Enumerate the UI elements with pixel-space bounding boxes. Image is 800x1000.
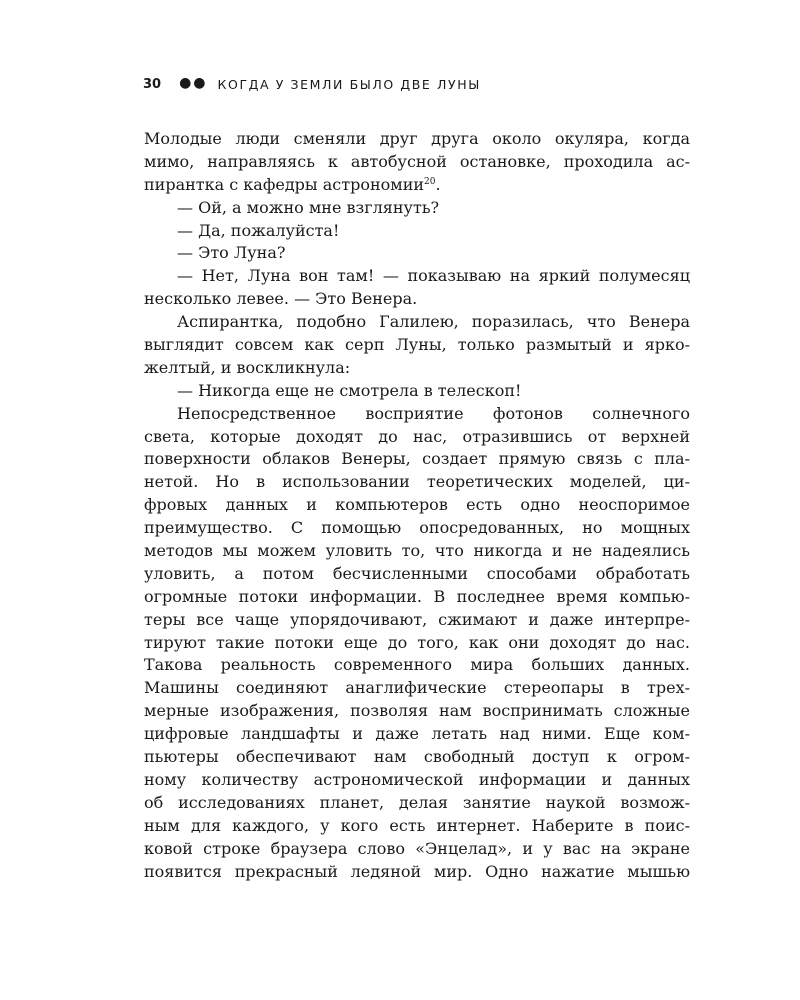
line-text: — Да, пожалуйста! xyxy=(177,220,340,240)
line-text: ковой строке браузера слово «Энцелад», и у вас на экране xyxy=(144,838,690,858)
line-text: — Ой, а можно мне взглянуть? xyxy=(177,197,440,217)
text-line xyxy=(144,632,690,655)
line-text: выглядит совсем как серп Луны, только размытый и ярко- xyxy=(144,335,690,355)
running-header xyxy=(143,76,481,92)
text-line xyxy=(144,494,690,517)
line-text: огромные потоки информации. В последнее время компью- xyxy=(144,586,690,606)
line-text: — Это Луна? xyxy=(177,243,286,263)
text-line xyxy=(144,540,690,563)
line-text: фровых данных и компьютеров есть одно неоспоримое xyxy=(144,495,690,515)
text-line xyxy=(144,723,690,746)
text-line xyxy=(144,769,690,792)
text-line xyxy=(144,677,690,700)
line-text: света, которые доходят до нас, отразившись от верхней xyxy=(144,426,690,446)
text-line xyxy=(144,815,690,838)
text-line xyxy=(144,403,690,426)
text-line xyxy=(144,746,690,769)
line-text: Молодые люди сменяли друг друга около окуляра, когда xyxy=(144,129,690,148)
text-line xyxy=(144,700,690,723)
line-text: Непосредственное восприятие фотонов солнечного xyxy=(177,403,690,423)
footnote-ref[interactable]: 20 xyxy=(424,176,436,187)
line-trailing-punct: . xyxy=(435,174,441,194)
running-title: КОГДА У ЗЕМЛИ БЫЛО ДВЕ ЛУНЫ xyxy=(217,76,481,92)
line-text: пирантка с кафедры астрономии xyxy=(144,174,425,194)
text-line xyxy=(144,380,690,403)
text-line xyxy=(144,471,690,494)
text-line xyxy=(144,586,690,609)
text-line xyxy=(144,174,690,197)
line-text: уловить, а потом бесчисленными способами обработать xyxy=(144,563,690,583)
text-line xyxy=(144,563,690,586)
line-text: методов мы можем уловить то, что никогда и не надеялись xyxy=(144,541,690,561)
line-text: ным для каждого, у кого есть интернет. Наберите в поис- xyxy=(144,815,690,835)
text-line xyxy=(144,197,690,220)
line-text: — Никогда еще не смотрела в телескоп! xyxy=(177,380,522,400)
text-line xyxy=(144,517,690,540)
line-text: поверхности облаков Венеры, создает прямую связь с пла- xyxy=(144,449,690,469)
text-line xyxy=(144,288,690,311)
line-text: несколько левее. — Это Венера. xyxy=(144,289,418,309)
line-text: ному количеству астрономической информации и данных xyxy=(144,769,690,789)
line-text: появится прекрасный ледяной мир. Одно нажатие мышью xyxy=(144,861,690,881)
line-text: Машины соединяют анаглифические стереопары в трех- xyxy=(144,678,690,698)
text-line xyxy=(144,609,690,632)
text-line xyxy=(144,654,690,677)
line-text: нетой. Но в использовании теоретических моделей, ци- xyxy=(144,472,690,492)
line-text: об исследованиях планет, делая занятие наукой возмож- xyxy=(144,792,690,812)
text-line xyxy=(144,265,690,288)
text-line xyxy=(144,792,690,815)
line-text: мимо, направляясь к автобусной остановке, проходила ас- xyxy=(144,151,690,171)
text-line xyxy=(144,448,690,471)
line-text: — Нет, Луна вон там! — показываю на яркий полумесяц xyxy=(177,266,690,286)
line-text: тируют такие потоки еще до того, как они доходят до нас. xyxy=(144,632,690,652)
text-line xyxy=(144,838,690,861)
text-line xyxy=(144,861,690,884)
line-text: пьютеры обеспечивают нам свободный доступ к огром- xyxy=(144,747,690,767)
line-text: теры все чаще упорядочивают, сжимают и даже интерпре- xyxy=(144,609,690,629)
text-line xyxy=(144,311,690,334)
text-line xyxy=(144,334,690,357)
text-line xyxy=(144,426,690,449)
text-line xyxy=(144,128,690,151)
page-number: 30 xyxy=(143,76,162,92)
text-line xyxy=(144,357,690,380)
ornament-dots: ●● xyxy=(179,75,208,91)
line-text: цифровые ландшафты и даже летать над ними. Еще ком- xyxy=(144,724,690,744)
line-text: желтый, и воскликнула: xyxy=(144,357,351,377)
line-text: Аспирантка, подобно Галилею, поразилась, что Венера xyxy=(177,312,690,332)
line-text: мерные изображения, позволяя нам воспринимать сложные xyxy=(144,701,690,721)
body-text xyxy=(144,128,690,883)
line-text: преимущество. С помощью опосредованных, но мощных xyxy=(144,518,690,538)
text-line xyxy=(144,220,690,243)
text-line xyxy=(144,242,690,265)
text-line xyxy=(144,151,690,174)
line-text: Такова реальность современного мира больших данных. xyxy=(144,655,690,675)
